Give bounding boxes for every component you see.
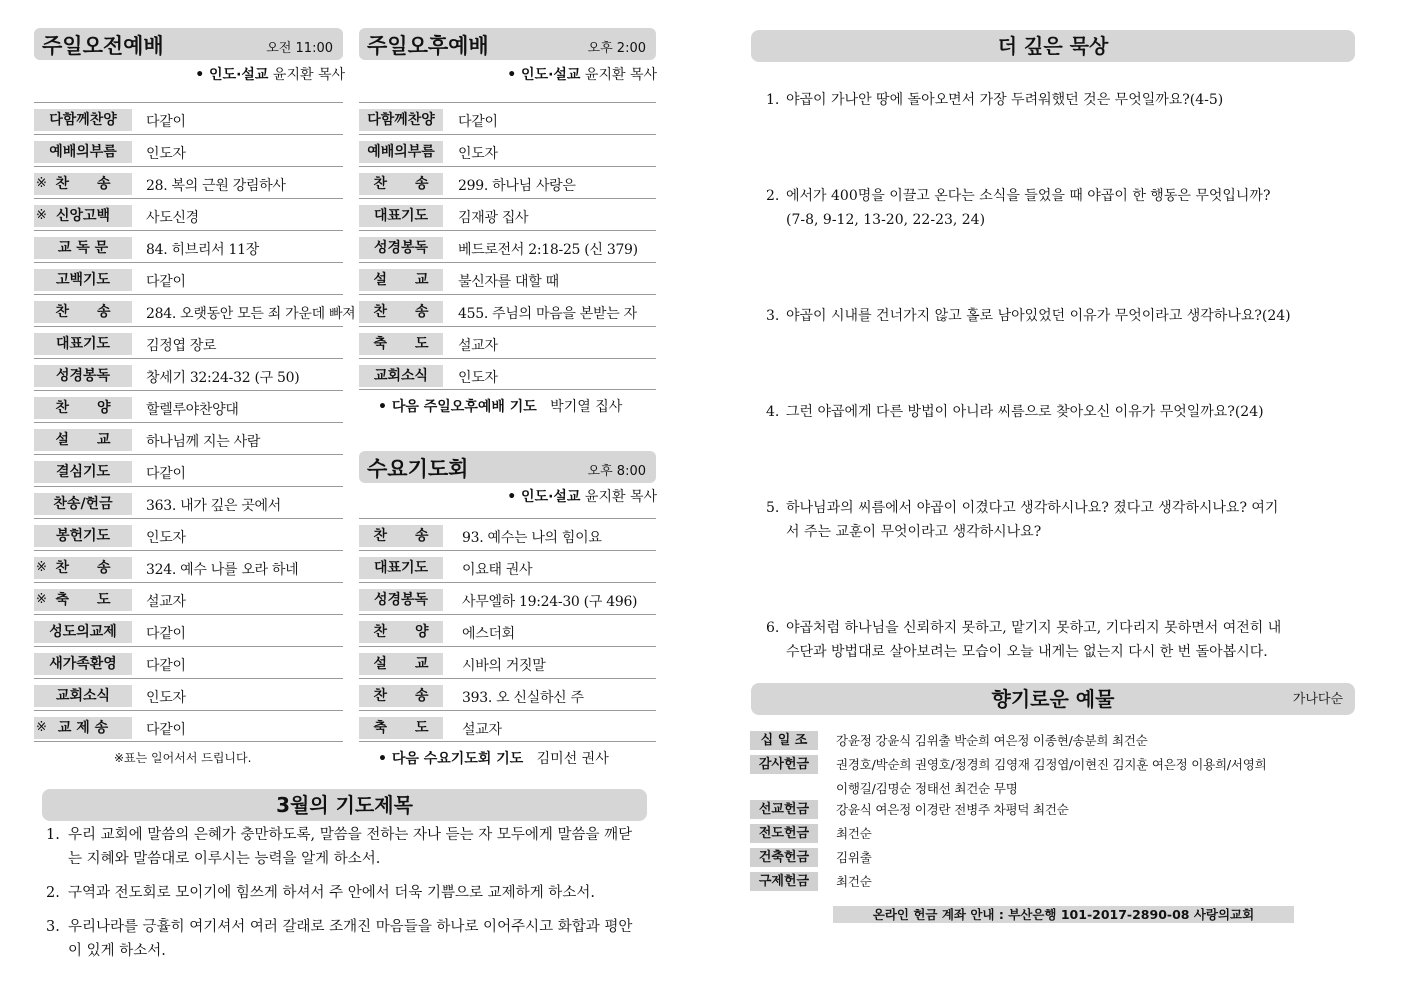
order-value: 284. 오랫동안 모든 죄 가운데 빠져 [146, 306, 356, 322]
order-label [34, 461, 132, 483]
question-text-continued: 수단과 방법대로 살아보려는 모습이 오늘 내게는 없는지 다시 한 번 돌아봅시다. [786, 644, 1268, 660]
morning-leader [195, 64, 345, 84]
question-text-continued: (7-8, 9-12, 13-20, 22-23, 24) [786, 212, 986, 228]
order-value: 하나님께 지는 사람 [146, 434, 261, 450]
order-label-text: 찬 송 [55, 176, 111, 192]
order-row [34, 102, 343, 134]
prayer-item-number: 3. [46, 919, 60, 935]
order-value: 설교자 [146, 594, 186, 610]
order-value: 설교자 [458, 338, 498, 354]
order-label-text: 예배의부름 [49, 144, 117, 160]
afternoon-service-header [359, 28, 656, 60]
standing-mark: ※ [36, 592, 47, 607]
order-row [34, 518, 343, 550]
order-row [359, 294, 656, 326]
order-row [34, 454, 343, 486]
meditation-title: 더 깊은 묵상 [997, 34, 1109, 58]
offering-label: 선교헌금 [750, 800, 818, 819]
order-label [34, 717, 132, 739]
order-row [34, 326, 343, 358]
order-row [359, 134, 656, 166]
order-label-text: 성경봉독 [373, 592, 429, 608]
order-label-text: 봉헌기도 [55, 528, 111, 544]
offering-names: 강윤정 강윤식 김위출 박순희 여은정 이종현/송분희 최건순 [836, 733, 1148, 748]
order-value: 불신자를 대할 때 [458, 274, 559, 290]
order-value: 인도자 [458, 146, 498, 162]
order-label-text: 설 교 [373, 656, 429, 672]
order-row [359, 582, 656, 614]
morning-service-header [34, 28, 343, 60]
meditation-question [766, 184, 1271, 232]
order-label [359, 205, 443, 227]
order-label-text: 교회소식 [373, 368, 429, 384]
order-label [34, 397, 132, 419]
order-label-text: 성도의교제 [49, 624, 117, 640]
offering-label: 구제헌금 [750, 872, 818, 891]
order-label-text: 성경봉독 [373, 240, 429, 256]
order-label-text: 찬 송 [373, 528, 429, 544]
offering-label: 감사헌금 [750, 755, 818, 774]
order-value: 다같이 [146, 626, 186, 642]
order-label [34, 653, 132, 675]
prayer-item-number: 1. [46, 827, 60, 843]
wednesday-service-title: 수요기도회 [367, 457, 469, 481]
order-value: 이요태 권사 [462, 562, 533, 578]
order-value: 인도자 [146, 146, 186, 162]
standing-mark: ※ [36, 560, 47, 575]
wednesday-service-time: 오후 8:00 [587, 464, 646, 479]
order-row [34, 582, 343, 614]
order-row [359, 230, 656, 262]
question-text: 야곱이 가나안 땅에 돌아오면서 가장 두려워했던 것은 무엇일까요?(4-5) [786, 92, 1224, 108]
order-value: 사도신경 [146, 210, 199, 226]
offering-names: 최건순 [836, 874, 872, 889]
order-label [34, 621, 132, 643]
leader-name: 윤지환 목사 [584, 489, 657, 505]
leader-label: • 인도·설교 [507, 67, 581, 83]
next-prayer-label: • 다음 수요기도회 기도 [378, 751, 524, 767]
order-label-text: 찬 송 [373, 176, 429, 192]
order-label-text: 찬 송 [55, 560, 111, 576]
meditation-question [766, 400, 1264, 424]
prayer-item-number: 2. [46, 885, 60, 901]
next-prayer-name: 김미선 권사 [536, 751, 609, 767]
order-row [34, 262, 343, 294]
wednesday-next-prayer [378, 748, 609, 768]
order-label-text: 성경봉독 [55, 368, 111, 384]
question-number: 2. [766, 188, 780, 204]
morning-order-list [34, 102, 356, 742]
order-label [34, 205, 132, 227]
prayer-topics-list [46, 823, 646, 973]
wednesday-service-header [359, 451, 656, 483]
order-value: 베드로전서 2:18-25 (신 379) [458, 242, 638, 258]
order-label-text: 교 제 송 [57, 720, 109, 736]
order-label [359, 141, 443, 163]
order-value: 다같이 [146, 466, 186, 482]
order-value: 324. 예수 나를 오라 하네 [146, 562, 299, 578]
order-label-text: 대표기도 [55, 336, 111, 352]
order-label [359, 685, 443, 707]
order-label-text: 새가족환영 [49, 656, 117, 672]
leader-name: 윤지환 목사 [584, 67, 657, 83]
question-number: 6. [766, 620, 780, 636]
order-label-text: 찬 송 [55, 304, 111, 320]
order-label [34, 109, 132, 131]
order-value: 84. 히브리서 11장 [146, 242, 259, 258]
order-value: 시바의 거짓말 [462, 658, 546, 674]
order-label [359, 269, 443, 291]
order-label-text: 예배의부름 [367, 144, 435, 160]
question-text-continued: 서 주는 교훈이 무엇이라고 생각하시나요? [786, 524, 1042, 540]
order-label-text: 축 도 [55, 592, 111, 608]
order-label [359, 557, 443, 579]
order-value: 다같이 [146, 274, 186, 290]
standing-mark: ※ [36, 720, 47, 735]
leader-label: • 인도·설교 [195, 67, 269, 83]
order-label [359, 237, 443, 259]
leader-label: • 인도·설교 [507, 489, 581, 505]
order-label [34, 333, 132, 355]
online-offering-account: 온라인 헌금 계좌 안내 : 부산은행 101-2017-2890-08 사랑의교회 [833, 906, 1294, 923]
order-label [34, 237, 132, 259]
order-value: 인도자 [146, 530, 186, 546]
order-label-text: 신앙고백 [55, 208, 111, 224]
order-label [34, 557, 132, 579]
order-label [34, 365, 132, 387]
order-row [34, 550, 343, 582]
meditation-header [751, 30, 1355, 62]
order-label [359, 333, 443, 355]
meditation-question [766, 616, 1282, 664]
order-value: 363. 내가 깊은 곳에서 [146, 498, 281, 514]
afternoon-service-title: 주일오후예배 [367, 34, 489, 58]
order-row [359, 358, 656, 390]
order-row [359, 710, 656, 742]
question-number: 4. [766, 404, 780, 420]
order-label-text: 다함께찬양 [49, 112, 117, 128]
order-row [359, 614, 656, 646]
order-label-text: 대표기도 [373, 208, 429, 224]
order-label [359, 365, 443, 387]
order-row [359, 550, 656, 582]
order-label [34, 493, 132, 515]
order-label [34, 141, 132, 163]
order-label-text: 찬 송 [373, 304, 429, 320]
next-prayer-label: • 다음 주일오후예배 기도 [378, 399, 537, 415]
order-row [34, 230, 343, 262]
offering-names: 김위출 [836, 850, 872, 865]
order-label-text: 찬 양 [55, 400, 111, 416]
meditation-question [766, 304, 1291, 328]
order-value: 393. 오 신실하신 주 [462, 690, 584, 706]
meditation-question [766, 496, 1279, 544]
order-label-text: 축 도 [373, 336, 429, 352]
order-label-text: 찬 송 [373, 688, 429, 704]
morning-service-title: 주일오전예배 [42, 34, 164, 58]
order-label-text: 찬송/헌금 [53, 496, 113, 512]
order-value: 다같이 [146, 114, 186, 130]
wednesday-leader [507, 486, 657, 506]
order-row [34, 646, 343, 678]
order-value: 설교자 [462, 722, 502, 738]
order-value: 에스더회 [462, 626, 515, 642]
question-text: 야곱처럼 하나님을 신뢰하지 못하고, 맡기지 못하고, 기다리지 못하면서 여전히 내 [786, 620, 1282, 636]
order-value: 인도자 [146, 690, 186, 706]
order-label-text: 설 교 [373, 272, 429, 288]
order-row [34, 614, 343, 646]
order-value: 다같이 [146, 722, 186, 738]
order-label [34, 685, 132, 707]
prayer-item-text: 우리 교회에 말씀의 은혜가 충만하도록, 말씀을 전하는 자나 듣는 자 모두에게 말씀을 깨닫는 지혜와 말씀대로 이루시는 능력을 알게 하소서. [68, 827, 633, 867]
offering-names-continued: 이행길/김명순 정태선 최건순 무명 [836, 781, 1018, 796]
order-row [359, 166, 656, 198]
order-label [359, 173, 443, 195]
order-value: 28. 복의 근원 강림하사 [146, 178, 286, 194]
order-value: 다같이 [146, 658, 186, 674]
order-label-text: 대표기도 [373, 560, 429, 576]
question-number: 3. [766, 308, 780, 324]
wednesday-order-list [359, 518, 656, 742]
order-row [359, 198, 656, 230]
order-label [359, 525, 443, 547]
order-row [34, 678, 343, 710]
question-text: 야곱이 시내를 건너가지 않고 홀로 남아있었던 이유가 무엇이라고 생각하나요?(24) [786, 308, 1291, 324]
order-label [34, 589, 132, 611]
order-label [359, 589, 443, 611]
order-row [34, 198, 343, 230]
offering-label: 전도헌금 [750, 824, 818, 843]
offering-label: 건축헌금 [750, 848, 818, 867]
question-text: 그런 야곱에게 다른 방법이 아니라 씨름으로 찾아오신 이유가 무엇일까요?(24) [786, 404, 1264, 420]
order-label [34, 429, 132, 451]
order-label [359, 653, 443, 675]
order-label [34, 173, 132, 195]
order-value: 할렐루야찬양대 [146, 402, 239, 418]
morning-service-time: 오전 11:00 [266, 41, 333, 56]
standing-note: ※표는 일어서서 드립니다. [114, 751, 252, 765]
order-label-text: 찬 양 [373, 624, 429, 640]
order-row [359, 678, 656, 710]
order-value: 다같이 [458, 114, 498, 130]
order-label [359, 717, 443, 739]
question-text: 하나님과의 씨름에서 야곱이 이겼다고 생각하시나요? 졌다고 생각하시나요? 여기 [786, 500, 1279, 516]
question-number: 5. [766, 500, 780, 516]
order-value: 299. 하나님 사랑은 [458, 178, 576, 194]
leader-name: 윤지환 목사 [272, 67, 345, 83]
order-row [34, 710, 343, 742]
offering-names: 최건순 [836, 826, 872, 841]
order-row [34, 166, 343, 198]
offering-title: 향기로운 예물 [991, 687, 1115, 711]
order-label-text: 다함께찬양 [367, 112, 435, 128]
prayer-item [46, 823, 646, 871]
order-label [34, 525, 132, 547]
order-row [359, 262, 656, 294]
order-row [34, 358, 343, 390]
order-label [359, 301, 443, 323]
order-label [34, 269, 132, 291]
offering-label: 십 일 조 [750, 731, 818, 750]
standing-mark: ※ [36, 176, 47, 191]
order-label [359, 621, 443, 643]
standing-mark: ※ [36, 208, 47, 223]
order-value: 455. 주님의 마음을 본받는 자 [458, 306, 637, 322]
order-value: 김재광 집사 [458, 210, 529, 226]
afternoon-leader [507, 64, 657, 84]
order-label [359, 109, 443, 131]
order-row [359, 326, 656, 358]
order-row [34, 294, 356, 326]
order-row [359, 518, 656, 550]
next-prayer-name: 박기열 집사 [550, 399, 623, 415]
prayer-item-text: 구역과 전도회로 모이기에 힘쓰게 하셔서 주 안에서 더욱 기쁨으로 교제하게 하소서. [68, 885, 595, 901]
order-label-text: 축 도 [373, 720, 429, 736]
order-label-text: 교 독 문 [57, 240, 109, 256]
prayer-item [46, 915, 646, 963]
order-label-text: 교회소식 [55, 688, 111, 704]
prayer-item-text: 우리나라를 긍휼히 여기셔서 여러 갈래로 조개진 마음들을 하나로 이어주시고 화합과 평안이 있게 하소서. [68, 919, 633, 959]
afternoon-service-time: 오후 2:00 [587, 41, 646, 56]
question-number: 1. [766, 92, 780, 108]
prayer-item [46, 881, 646, 905]
afternoon-next-prayer [378, 396, 622, 416]
offering-header [751, 683, 1355, 715]
order-value: 사무엘하 19:24-30 (구 496) [462, 594, 638, 610]
prayer-topics-title: 3월의 기도제목 [276, 793, 413, 817]
order-label-text: 결심기도 [55, 464, 111, 480]
prayer-topics-header [42, 789, 647, 821]
order-value: 인도자 [458, 370, 498, 386]
order-row [359, 102, 656, 134]
order-row [34, 486, 343, 518]
order-label-text: 설 교 [55, 432, 111, 448]
offering-names: 강윤식 여은정 이경란 전병주 차평덕 최건순 [836, 802, 1069, 817]
order-label [34, 301, 132, 323]
order-row [359, 646, 656, 678]
order-value: 창세기 32:24-32 (구 50) [146, 370, 300, 386]
order-row [34, 422, 343, 454]
offering-names: 권경호/박순희 권영호/정경희 김영재 김정엽/이현진 김지훈 여은정 이용희/서영희 [836, 757, 1267, 772]
order-value: 93. 예수는 나의 힘이요 [462, 530, 602, 546]
order-row [34, 134, 343, 166]
order-value: 김정엽 장로 [146, 338, 217, 354]
offering-order-note: 가나다순 [1292, 692, 1343, 707]
meditation-question [766, 88, 1224, 112]
order-row [34, 390, 343, 422]
order-label-text: 고백기도 [55, 272, 111, 288]
afternoon-order-list [359, 102, 656, 390]
question-text: 에서가 400명을 이끌고 온다는 소식을 들었을 때 야곱이 한 행동은 무엇입니까? [786, 188, 1271, 204]
